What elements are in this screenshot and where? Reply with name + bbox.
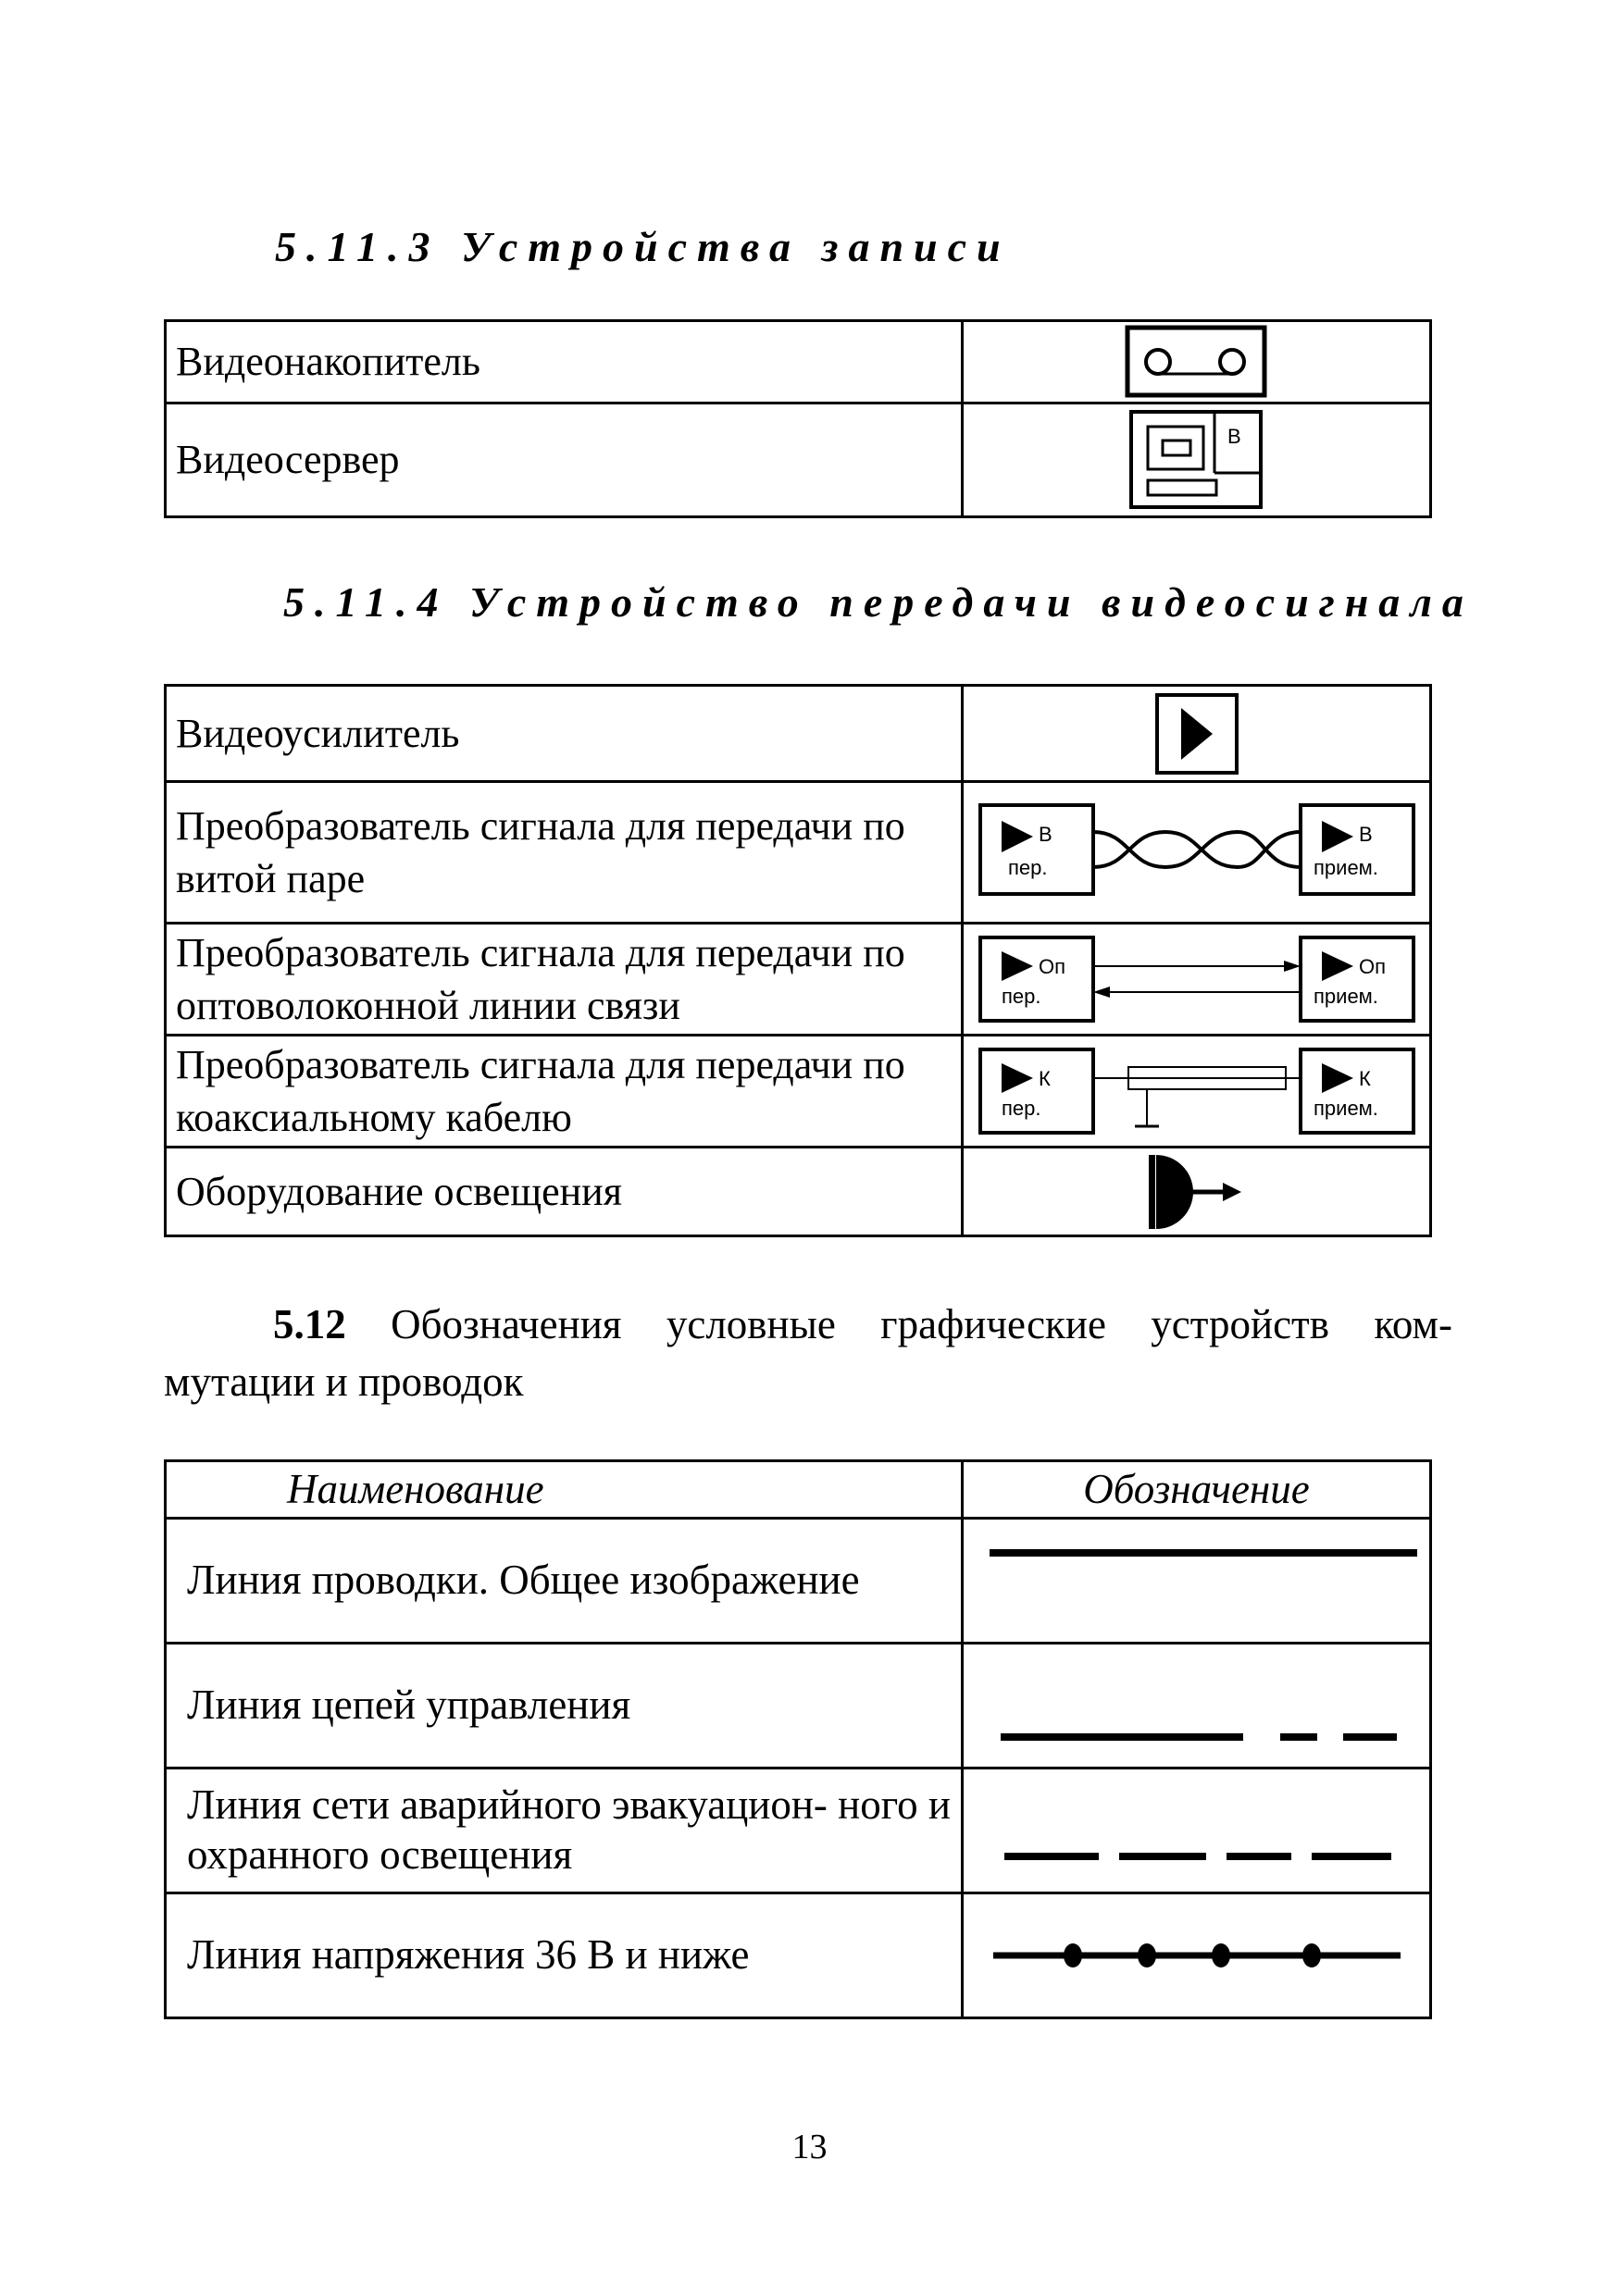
- table-row: [166, 782, 1431, 924]
- server-label: В: [1227, 425, 1241, 448]
- row-name: Преобразователь сигнала для передачи по оптоволоконной линии связи: [166, 924, 963, 1036]
- table-row: [166, 1148, 1431, 1236]
- row-name: Линия проводки. Общее изображение: [166, 1518, 963, 1643]
- paragraph-number: 5.12: [273, 1301, 346, 1347]
- header-symbol: Обозначение: [963, 1461, 1431, 1519]
- videoserver-icon: [1127, 408, 1266, 512]
- svg-text:прием.: прием.: [1313, 985, 1378, 1008]
- wiring-symbols-table: [164, 1459, 1432, 2019]
- control-circuit-line-icon: [964, 1711, 1426, 1767]
- symbol-cell: [963, 403, 1431, 517]
- dashed-line-icon: [964, 1829, 1426, 1892]
- transmission-devices-table: [164, 684, 1432, 1237]
- table-row: [166, 1036, 1431, 1148]
- symbol-cell: [963, 1518, 1431, 1643]
- symbol-cell: [963, 321, 1431, 403]
- svg-text:Оп: Оп: [1038, 955, 1065, 978]
- symbol-cell: [963, 686, 1431, 782]
- svg-text:В: В: [1038, 823, 1052, 846]
- symbol-cell: [963, 1148, 1431, 1236]
- coax-converter-icon: [976, 1045, 1418, 1137]
- symbol-cell: [963, 1643, 1431, 1768]
- svg-text:прием.: прием.: [1313, 1097, 1378, 1120]
- svg-text:Оп: Оп: [1358, 955, 1386, 978]
- paragraph-line-2: мутации и проводок: [164, 1359, 524, 1405]
- fiber-converter-icon: [976, 933, 1418, 1025]
- svg-text:В: В: [1358, 823, 1373, 846]
- table-row: [166, 403, 1431, 517]
- row-name: Видеоусилитель: [166, 686, 963, 782]
- symbol-cell: [963, 1768, 1431, 1893]
- svg-text:К: К: [1038, 1067, 1051, 1090]
- table-row: [166, 924, 1431, 1036]
- paragraph-line-1: Обозначения условные графические устройств ком-: [391, 1301, 1453, 1347]
- lighting-equipment-icon: [1149, 1151, 1245, 1233]
- svg-text:пер.: пер.: [1007, 856, 1047, 879]
- section-paragraph: [164, 1296, 1452, 1410]
- video-amplifier-icon: [1153, 691, 1240, 776]
- row-name: Оборудование освещения: [166, 1148, 963, 1236]
- symbol-cell: [963, 924, 1431, 1036]
- table-row: [166, 321, 1431, 403]
- svg-text:пер.: пер.: [1001, 985, 1040, 1008]
- videorecorder-icon: [1123, 323, 1271, 401]
- svg-text:пер.: пер.: [1001, 1097, 1040, 1120]
- row-name: Преобразователь сигнала для передачи по витой паре: [166, 782, 963, 924]
- row-name: Видеосервер: [166, 403, 963, 517]
- page-number: 13: [791, 2128, 828, 2166]
- dotted-voltage-line-icon: [965, 1928, 1428, 1983]
- table-row: [166, 1643, 1431, 1768]
- table-row: [166, 1768, 1431, 1893]
- symbol-cell: [963, 782, 1431, 924]
- header-name: Наименование: [166, 1461, 963, 1519]
- row-name: Линия сети аварийного эвакуацион- ного и охранного освещения: [166, 1768, 963, 1893]
- table-row: [166, 1893, 1431, 2017]
- table-row: [166, 686, 1431, 782]
- svg-text:прием.: прием.: [1313, 856, 1378, 879]
- row-name: Видеонакопитель: [166, 321, 963, 403]
- svg-text:К: К: [1358, 1067, 1371, 1090]
- solid-line-icon: [964, 1520, 1426, 1575]
- row-name: Преобразователь сигнала для передачи по коаксиальному кабелю: [166, 1036, 963, 1148]
- section-heading-transmission: 5.11.4 Устройство передачи видеосигнала: [283, 578, 1474, 626]
- symbol-cell: [963, 1893, 1431, 2017]
- table-row: [166, 1518, 1431, 1643]
- table-header-row: [166, 1461, 1431, 1519]
- symbol-cell: [963, 1036, 1431, 1148]
- row-name: Линия напряжения 36 В и ниже: [166, 1893, 963, 2017]
- row-name: Линия цепей управления: [166, 1643, 963, 1768]
- twisted-pair-converter-icon: [976, 800, 1418, 904]
- recording-devices-table: [164, 319, 1432, 518]
- section-heading-recording: 5.11.3 Устройства записи: [275, 223, 1011, 270]
